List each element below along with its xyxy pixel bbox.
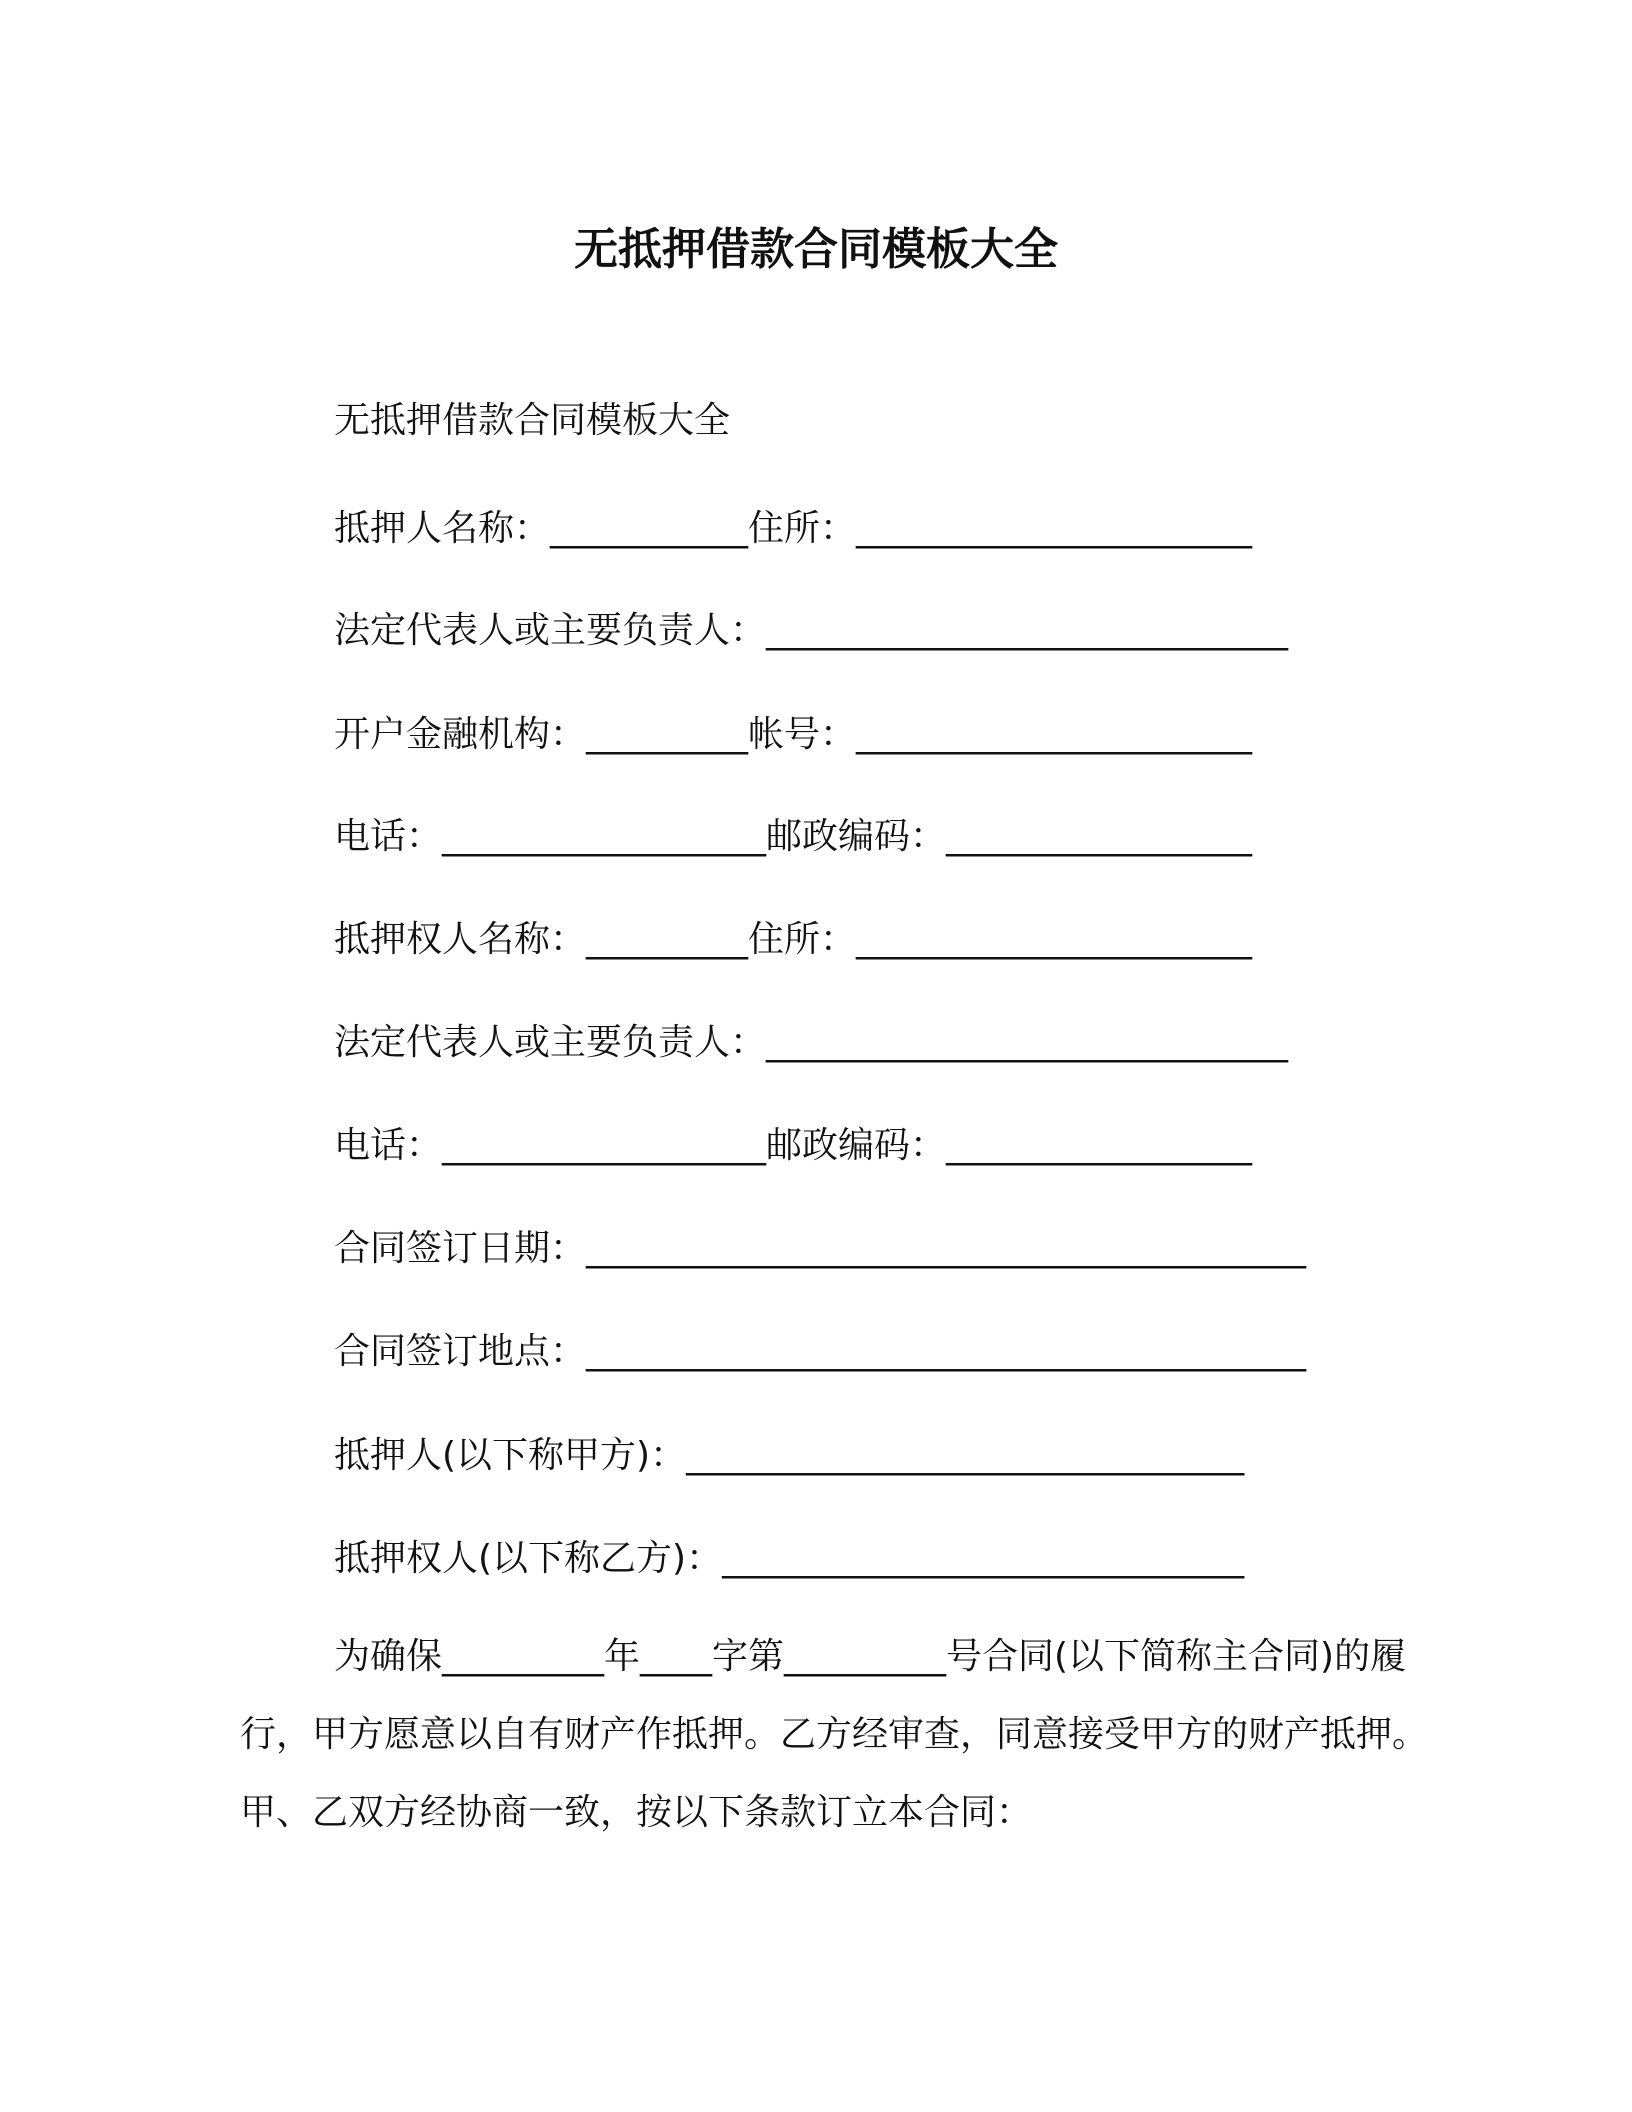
- signing-place-line: 合同签订地点：________________________________________: [334, 1331, 1307, 1372]
- party-b-line: 抵押权人(以下称乙方)：_____________________________: [334, 1538, 1245, 1579]
- subtitle-line: 无抵押借款合同模板大全: [334, 400, 731, 441]
- mortgagee-name-line: 抵押权人名称：_________住所：______________________: [334, 919, 1253, 960]
- intro-paragraph: [240, 1618, 1430, 1852]
- mortgagor-name-line: 抵押人名称：___________住所：______________________: [334, 508, 1253, 549]
- intro-paragraph-text: 为确保_________年____字第_________号合同(以下简称主合同)的履行，甲方愿意以自有财产作抵押。乙方经审查，同意接受甲方的财产抵押。甲、乙双方经协商一致，按以下条款订立本合同：: [240, 1636, 1429, 1833]
- bank-account-line: 开户金融机构：_________帐号：______________________: [334, 714, 1253, 755]
- party-a-line: 抵押人(以下称甲方)：_______________________________: [334, 1435, 1245, 1476]
- document-title: 无抵押借款合同模板大全: [574, 224, 1058, 275]
- mortgagee-phone-line: 电话：__________________邮政编码：_________________: [334, 1125, 1253, 1166]
- mortgagor-representative-line: 法定代表人或主要负责人：_____________________________: [334, 610, 1289, 651]
- mortgagor-phone-line: 电话：__________________邮政编码：_________________: [334, 816, 1253, 857]
- signing-date-line: 合同签订日期：________________________________________: [334, 1228, 1307, 1269]
- mortgagee-representative-line: 法定代表人或主要负责人：_____________________________: [334, 1022, 1289, 1063]
